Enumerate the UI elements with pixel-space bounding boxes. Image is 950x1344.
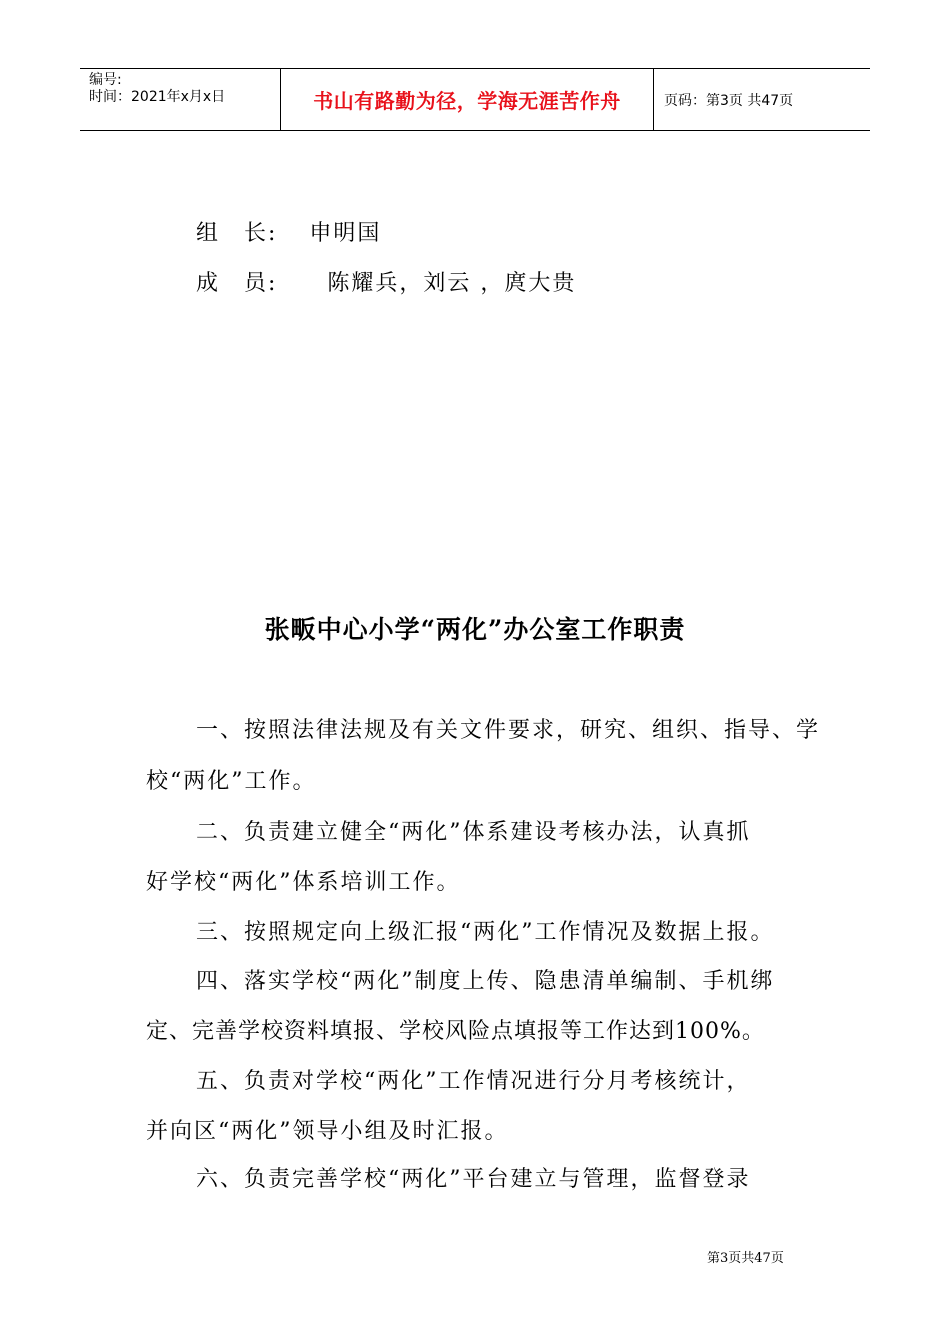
document-title: 张畈中心小学“两化”办公室工作职责 xyxy=(264,615,686,644)
leader-label: 组 长: xyxy=(196,221,278,246)
number-label: 编号: xyxy=(89,72,122,88)
body-line: 一、按照法律法规及有关文件要求，研究、组织、指导、学 xyxy=(196,718,821,743)
body-line: 三、按照规定向上级汇报“两化”工作情况及数据上报。 xyxy=(196,920,775,945)
members-names: 陈耀兵，刘云 ，庹大贵 xyxy=(327,271,577,296)
leader-name: 申明国 xyxy=(309,221,382,246)
body-line: 并向区“两化”领导小组及时汇报。 xyxy=(146,1119,509,1144)
time-label: 时间：2021年x月x日 xyxy=(89,89,226,105)
members-label: 成 员: xyxy=(196,271,278,296)
header-meta xyxy=(80,69,281,130)
body-line: 六、负责完善学校“两化”平台建立与管理，监督登录 xyxy=(196,1167,751,1192)
body-line: 校“两化”工作。 xyxy=(146,769,317,794)
header-page-label: 页码：第3页 共47页 xyxy=(664,92,794,109)
body-line: 好学校“两化”体系培训工作。 xyxy=(146,870,461,895)
page-footer: 第3页共47页 xyxy=(707,1251,784,1266)
page-header xyxy=(80,68,870,131)
body-line: 五、负责对学校“两化”工作情况进行分月考核统计， xyxy=(196,1069,751,1094)
header-motto: 书山有路勤为径，学海无涯苦作舟 xyxy=(281,69,654,130)
leader-row xyxy=(196,216,381,247)
members-row xyxy=(196,266,576,297)
body-line: 二、负责建立健全“两化”体系建设考核办法，认真抓 xyxy=(196,820,751,845)
body-line: 定、完善学校资料填报、学校风险点填报等工作达到100%。 xyxy=(146,1019,765,1044)
body-line: 四、落实学校“两化”制度上传、隐患清单编制、手机绑 xyxy=(196,969,775,994)
